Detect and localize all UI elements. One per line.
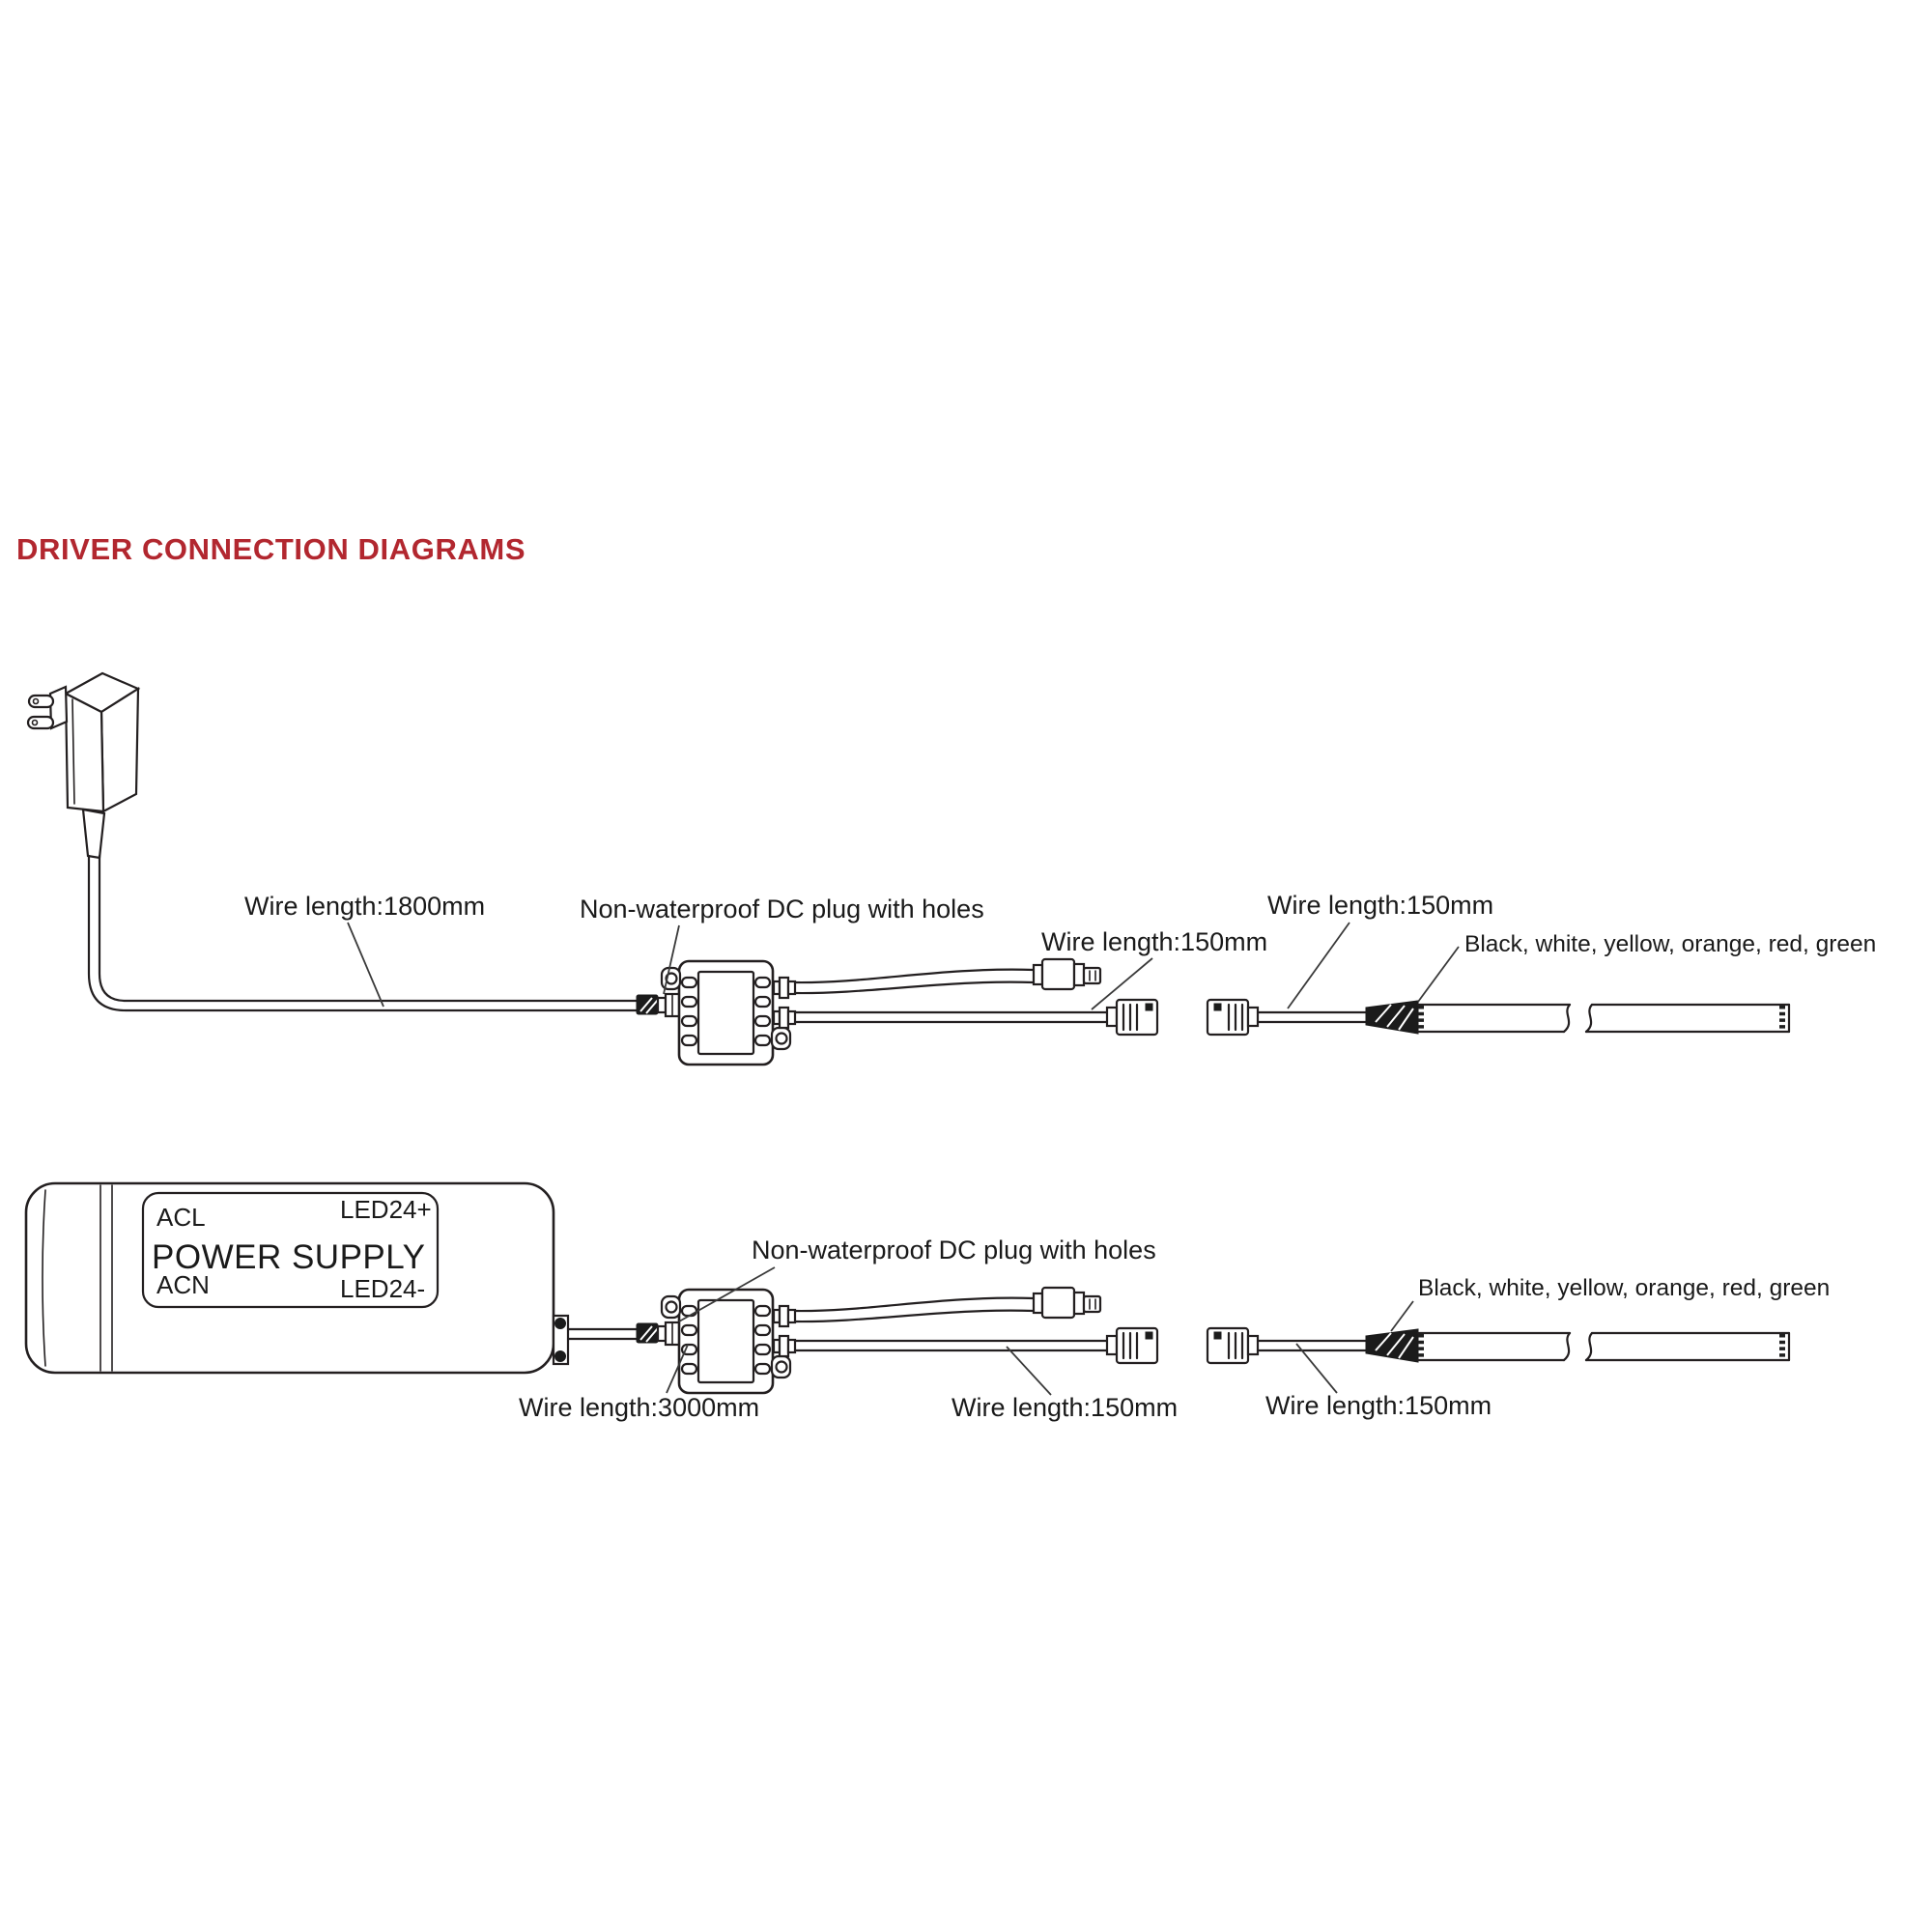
- label-wire-length-1800: Wire length:1800mm: [244, 892, 486, 921]
- adapter-cord: [99, 856, 638, 1001]
- diagram-plug-in-adapter: [28, 673, 1876, 1065]
- label-strip-wire-colors-2: Black, white, yellow, orange, red, green: [1418, 1275, 1831, 1301]
- power-supply-box: [26, 1183, 568, 1373]
- wall-adapter-icon: [28, 673, 138, 858]
- psu-terminal-acl: ACL: [156, 1203, 206, 1232]
- page-title: DRIVER CONNECTION DIAGRAMS: [16, 532, 526, 566]
- psu-name: POWER SUPPLY: [152, 1238, 426, 1276]
- leader-line: [348, 923, 384, 1007]
- label-strip-wire-colors: Black, white, yellow, orange, red, green: [1464, 931, 1877, 957]
- leader-line: [1007, 1347, 1051, 1395]
- label-wire-length-150-b: Wire length:150mm: [1267, 891, 1494, 920]
- label-wire-length-3000: Wire length:3000mm: [519, 1393, 760, 1422]
- label-wire-length-150-a: Wire length:150mm: [1041, 927, 1268, 956]
- leader-line: [1418, 947, 1459, 1002]
- psu-terminal-acn: ACN: [156, 1270, 210, 1299]
- psu-terminal-led24minus: LED24-: [340, 1274, 426, 1303]
- leader-line: [1391, 1301, 1413, 1331]
- label-wire-length-150-c: Wire length:150mm: [952, 1393, 1179, 1422]
- label-wire-length-150-d: Wire length:150mm: [1265, 1391, 1492, 1420]
- leader-line: [1288, 923, 1350, 1009]
- plug-prongs-icon: [28, 696, 53, 728]
- diagram-power-supply: [26, 1183, 1830, 1422]
- adapter-cord: [89, 856, 638, 1010]
- psu-terminal-led24plus: LED24+: [340, 1195, 432, 1224]
- label-dc-plug-2: Non-waterproof DC plug with holes: [752, 1236, 1156, 1264]
- psu-output-terminal: [554, 1316, 568, 1364]
- label-dc-plug: Non-waterproof DC plug with holes: [580, 895, 984, 923]
